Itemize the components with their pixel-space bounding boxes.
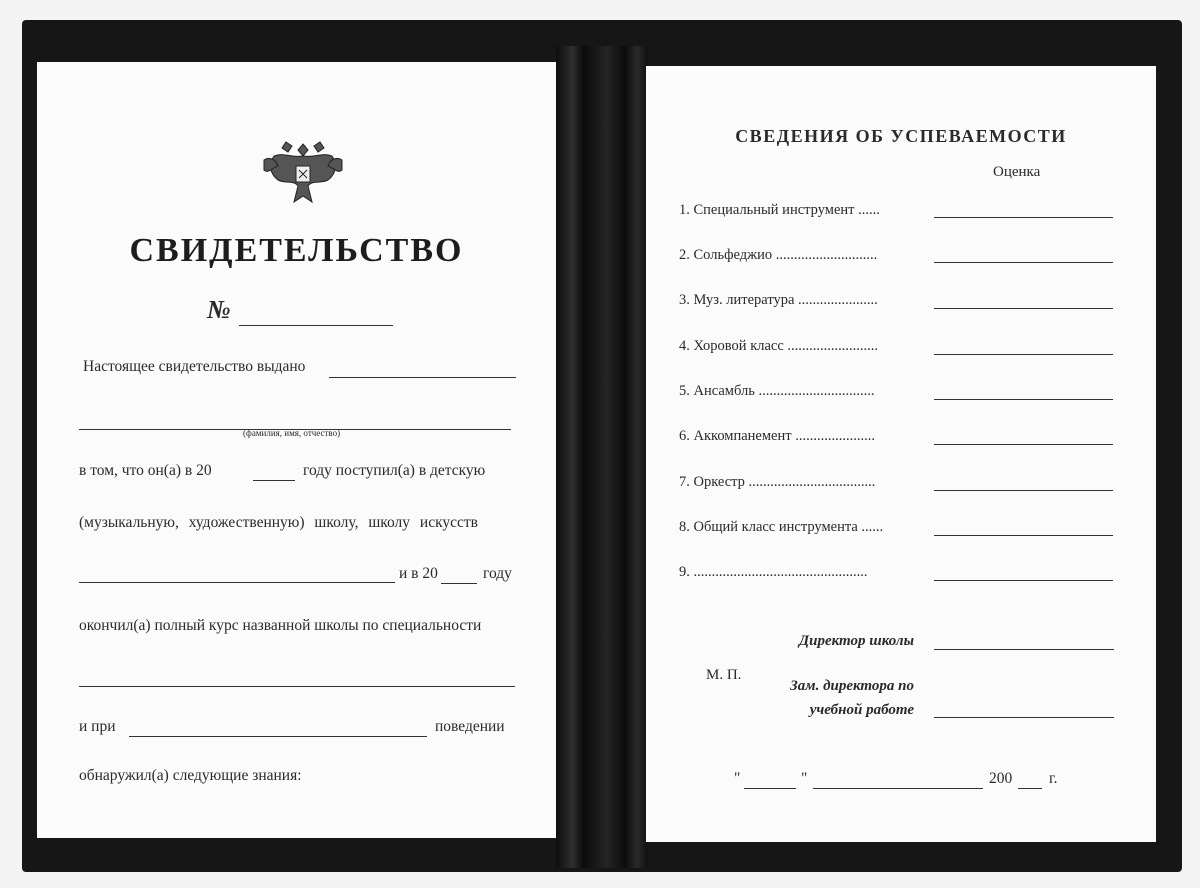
- grade-field-5[interactable]: [934, 399, 1113, 400]
- stamp-place-label: М. П.: [706, 667, 742, 683]
- grade-field-4[interactable]: [934, 354, 1113, 355]
- behavior-field[interactable]: [129, 736, 427, 737]
- grade-field-8[interactable]: [934, 535, 1113, 536]
- specialty-field[interactable]: [79, 686, 515, 687]
- subject-item-7: 7. Оркестр ...................................: [679, 474, 876, 490]
- subject-item-8: 8. Общий класс инструмента ......: [679, 519, 884, 535]
- specialty-text: окончил(а) полный курс названной школы по специальности: [79, 617, 482, 634]
- subject-item-9: 9. ................................................: [679, 564, 868, 580]
- graduation-text-a: и в 20: [399, 565, 438, 582]
- issued-to-field[interactable]: [329, 377, 516, 378]
- behavior-text-a: и при: [79, 718, 116, 735]
- date-month-field[interactable]: [813, 788, 983, 789]
- date-day-field[interactable]: [744, 788, 796, 789]
- certificate-left-page: [37, 62, 556, 838]
- number-sign: №: [207, 295, 231, 324]
- deputy-label-line2: учебной работе: [809, 702, 914, 718]
- date-year-suffix: г.: [1049, 770, 1058, 787]
- subject-item-2: 2. Сольфеджио ............................: [679, 247, 878, 263]
- graduation-year-field[interactable]: [441, 583, 477, 584]
- full-name-hint: (фамилия, имя, отчество): [243, 428, 341, 438]
- subject-item-6: 6. Аккомпанемент ......................: [679, 428, 875, 444]
- subject-item-3: 3. Муз. литература ......................: [679, 292, 878, 308]
- grade-field-2[interactable]: [934, 262, 1113, 263]
- school-name-field[interactable]: [79, 582, 395, 583]
- date-quote-open: ": [734, 770, 741, 787]
- behavior-text-b: поведении: [435, 718, 505, 735]
- grades-right-page: [646, 66, 1156, 842]
- subject-item-4: 4. Хоровой класс .........................: [679, 338, 879, 354]
- cover-spine: [556, 46, 648, 868]
- enrollment-text-b: году поступил(а) в детскую: [303, 462, 486, 479]
- grade-column-label: Оценка: [993, 164, 1041, 180]
- deputy-label-line1: Зам. директора по: [790, 678, 914, 694]
- school-type-text: (музыкальную, художественную) школу, школу искусств: [79, 514, 478, 531]
- grade-field-6[interactable]: [934, 444, 1113, 445]
- graduation-text-b: году: [483, 565, 512, 582]
- grades-heading: СВЕДЕНИЯ ОБ УСПЕВАЕМОСТИ: [735, 126, 1067, 146]
- grade-field-3[interactable]: [934, 308, 1113, 309]
- director-signature-field[interactable]: [934, 649, 1114, 650]
- subject-item-1: 1. Специальный инструмент ......: [679, 202, 880, 218]
- grade-field-7[interactable]: [934, 490, 1113, 491]
- knowledge-text: обнаружил(а) следующие знания:: [79, 767, 302, 784]
- deputy-signature-field[interactable]: [934, 717, 1114, 718]
- enrollment-year-field[interactable]: [253, 480, 295, 481]
- grade-field-9[interactable]: [934, 580, 1113, 581]
- enrollment-text-a: в том, что он(а) в 20: [79, 462, 212, 479]
- director-label: Директор школы: [798, 633, 914, 649]
- date-year-field[interactable]: [1018, 788, 1042, 789]
- grade-field-1[interactable]: [934, 217, 1113, 218]
- certificate-title: СВИДЕТЕЛЬСТВО: [129, 232, 464, 269]
- date-year-prefix: 200: [989, 770, 1013, 787]
- subject-item-5: 5. Ансамбль ................................: [679, 383, 875, 399]
- issued-to-label: Настоящее свидетельство выдано: [83, 358, 306, 375]
- coat-of-arms-emblem: [260, 130, 346, 216]
- date-quote-close: ": [801, 770, 808, 787]
- number-field[interactable]: [239, 325, 393, 326]
